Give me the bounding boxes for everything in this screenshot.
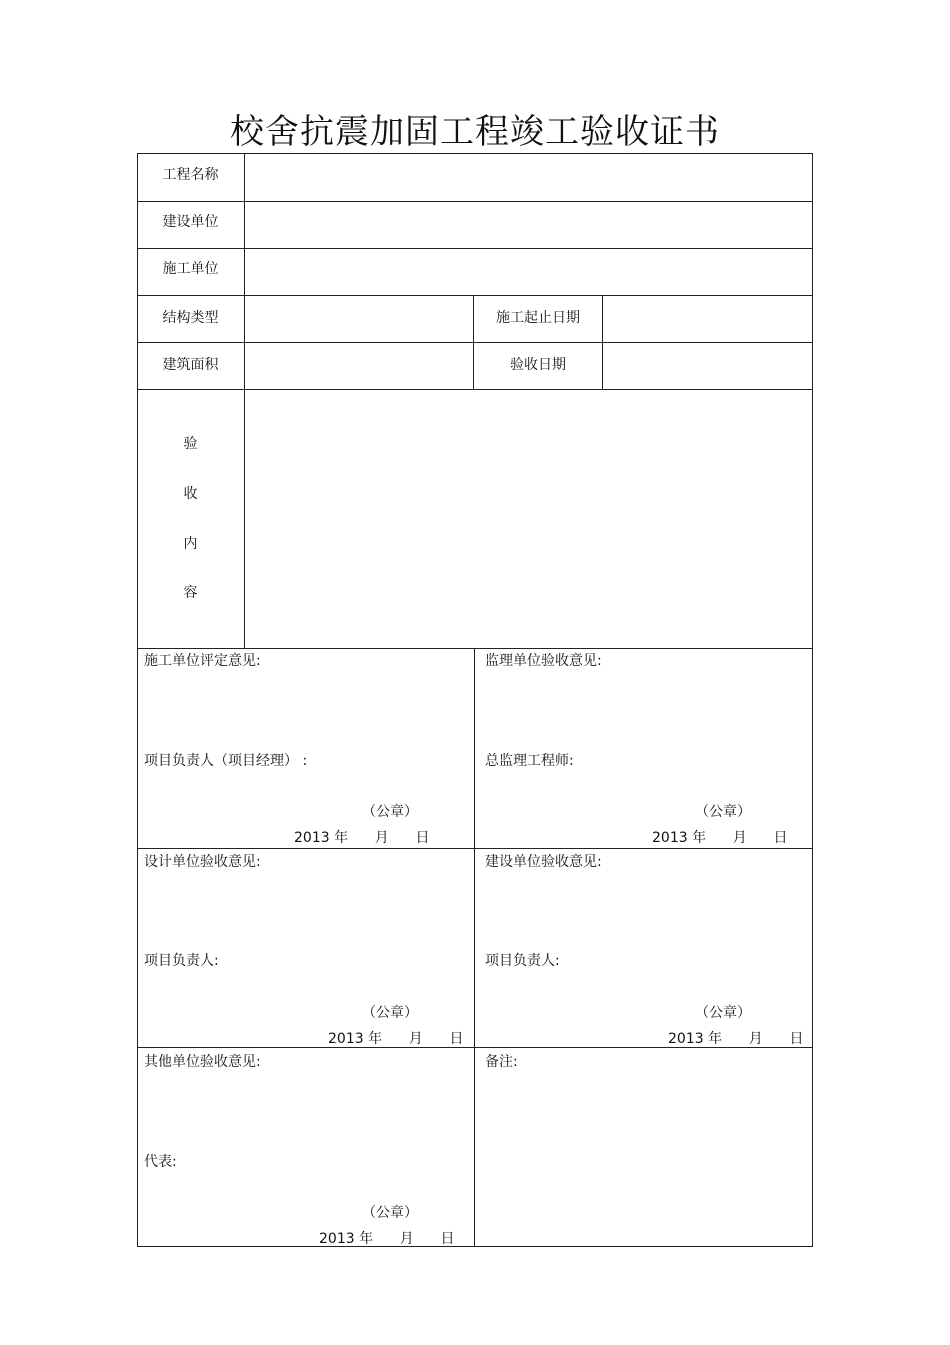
row-divider — [137, 389, 813, 390]
supervisor-date: 2013 年 月 日 — [652, 830, 788, 846]
designer-date: 2013 年 月 日 — [328, 1031, 464, 1047]
column-divider — [602, 295, 603, 389]
contractor-label: 施工单位 — [162, 261, 219, 277]
row-divider — [137, 201, 813, 202]
designer-signer-label: 项目负责人: — [144, 953, 219, 969]
owner-signer-label: 项目负责人: — [485, 953, 560, 969]
acceptance-content-char: 内 — [183, 536, 198, 552]
other-signer-label: 代表: — [144, 1154, 177, 1170]
supervisor-signer-label: 总监理工程师: — [485, 753, 574, 769]
row-divider — [137, 1047, 813, 1048]
row-divider — [137, 342, 813, 343]
construction-owner-label: 建设单位 — [162, 214, 219, 230]
designer-seal: （公章） — [362, 1005, 418, 1021]
acceptance-date-label: 验收日期 — [510, 357, 566, 373]
project-name-label: 工程名称 — [162, 167, 219, 183]
owner-date: 2013 年 月 日 — [668, 1031, 804, 1047]
other-seal: （公章） — [362, 1205, 418, 1221]
owner-seal: （公章） — [695, 1005, 751, 1021]
other-date: 2013 年 月 日 — [319, 1231, 455, 1247]
row-divider — [137, 248, 813, 249]
acceptance-content-char: 容 — [183, 585, 198, 601]
construction-period-label: 施工起止日期 — [496, 310, 580, 326]
column-divider — [474, 648, 475, 1247]
row-divider — [137, 295, 813, 296]
column-divider — [244, 153, 245, 648]
owner-opinion-heading: 建设单位验收意见: — [485, 854, 602, 870]
acceptance-content-char: 收 — [183, 486, 198, 502]
contractor-opinion-heading: 施工单位评定意见: — [144, 653, 261, 669]
contractor-signer-label: 项目负责人（项目经理） : — [144, 753, 308, 769]
row-divider — [137, 848, 813, 849]
document-title: 校舍抗震加固工程竣工验收证书 — [230, 112, 720, 152]
other-opinion-heading: 其他单位验收意见: — [144, 1054, 261, 1070]
supervisor-seal: （公章） — [695, 804, 751, 820]
structure-type-label: 结构类型 — [162, 310, 219, 326]
designer-opinion-heading: 设计单位验收意见: — [144, 854, 261, 870]
contractor-date: 2013 年 月 日 — [294, 830, 430, 846]
building-area-label: 建筑面积 — [162, 357, 219, 373]
row-divider — [137, 648, 813, 649]
acceptance-content-char: 验 — [183, 436, 198, 452]
contractor-seal: （公章） — [362, 804, 418, 820]
supervisor-opinion-heading: 监理单位验收意见: — [485, 653, 602, 669]
remarks-heading: 备注: — [485, 1054, 518, 1070]
